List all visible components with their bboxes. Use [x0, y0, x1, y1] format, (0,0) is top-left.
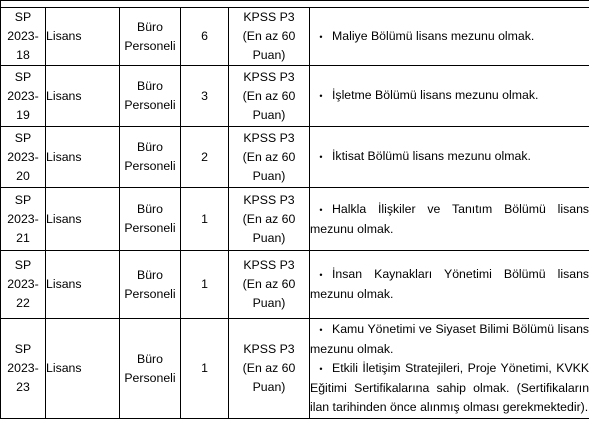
job-title-cell: Büro Personeli	[120, 127, 181, 188]
qualification-cell	[310, 66, 589, 127]
qualification-item: • İşletme Bölümü lisans mezunu olmak.	[310, 86, 589, 106]
job-title-cell: Büro Personeli	[120, 66, 181, 127]
position-count-cell: 6	[181, 8, 229, 66]
table-row	[1, 66, 589, 127]
education-level-cell: Lisans	[46, 8, 120, 66]
bullet-icon: •	[319, 325, 323, 335]
job-title-cell: Büro Personeli	[120, 188, 181, 251]
qualification-item: • Kamu Yönetimi ve Siyaset Bilimi Bölümü lisans mezunu olmak.	[310, 322, 589, 356]
qualification-item: • İktisat Bölümü lisans mezunu olmak.	[310, 147, 589, 167]
qualification-item: • Maliye Bölümü lisans mezunu olmak.	[310, 27, 589, 47]
table-row	[1, 188, 589, 251]
qualification-cell	[310, 127, 589, 188]
exam-requirement-cell: KPSS P3 (En az 60 Puan)	[229, 251, 310, 319]
exam-requirement-cell: KPSS P3 (En az 60 Puan)	[229, 66, 310, 127]
position-code-cell: SP 2023-18	[1, 8, 46, 66]
bullet-icon: •	[319, 31, 323, 42]
education-level-cell: Lisans	[46, 188, 120, 251]
bullet-icon: •	[319, 364, 323, 374]
qualification-cell	[310, 319, 589, 419]
position-code-cell: SP 2023-20	[1, 127, 46, 188]
position-code-cell: SP 2023-23	[1, 319, 46, 419]
education-level-cell: Lisans	[46, 127, 120, 188]
table-row	[1, 8, 589, 66]
qualification-cell	[310, 8, 589, 66]
position-code-cell: SP 2023-21	[1, 188, 46, 251]
position-count-cell: 1	[181, 319, 229, 419]
bullet-icon: •	[319, 91, 323, 101]
position-code-cell: SP 2023-19	[1, 66, 46, 127]
qualification-cell	[310, 251, 589, 319]
position-code-cell: SP 2023-22	[1, 251, 46, 319]
exam-requirement-cell: KPSS P3 (En az 60 Puan)	[229, 8, 310, 66]
table-row	[1, 319, 589, 419]
education-level-cell: Lisans	[46, 319, 120, 419]
position-count-cell: 3	[181, 66, 229, 127]
qualification-item: • Halkla İlişkiler ve Tanıtım Bölümü lisans mezunu olmak.	[310, 201, 589, 236]
education-level-cell: Lisans	[46, 251, 120, 319]
exam-requirement-cell: KPSS P3 (En az 60 Puan)	[229, 127, 310, 188]
education-level-cell: Lisans	[46, 66, 120, 127]
job-title-cell: Büro Personeli	[120, 251, 181, 319]
qualification-cell	[310, 188, 589, 251]
bullet-icon: •	[319, 152, 323, 162]
qualification-item: • İnsan Kaynakları Yönetimi Bölümü lisans mezunu olmak.	[310, 267, 589, 301]
job-title-cell: Büro Personeli	[120, 319, 181, 419]
exam-requirement-cell: KPSS P3 (En az 60 Puan)	[229, 319, 310, 419]
job-title-cell: Büro Personeli	[120, 8, 181, 66]
qualification-item: • Etkili İletişim Stratejileri, Proje Yönetimi, KVKK Eğitimi Sertifikalarına sahip olmak. (Sertifikaların ilan tarihinden önce alınmış olması gerekmektedir).	[310, 361, 589, 414]
position-count-cell: 1	[181, 251, 229, 319]
exam-requirement-cell: KPSS P3 (En az 60 Puan)	[229, 188, 310, 251]
position-count-cell: 2	[181, 127, 229, 188]
bullet-icon: •	[319, 204, 323, 215]
table-row	[1, 251, 589, 319]
table-row	[1, 127, 589, 188]
bullet-icon: •	[319, 270, 323, 280]
position-count-cell: 1	[181, 188, 229, 251]
